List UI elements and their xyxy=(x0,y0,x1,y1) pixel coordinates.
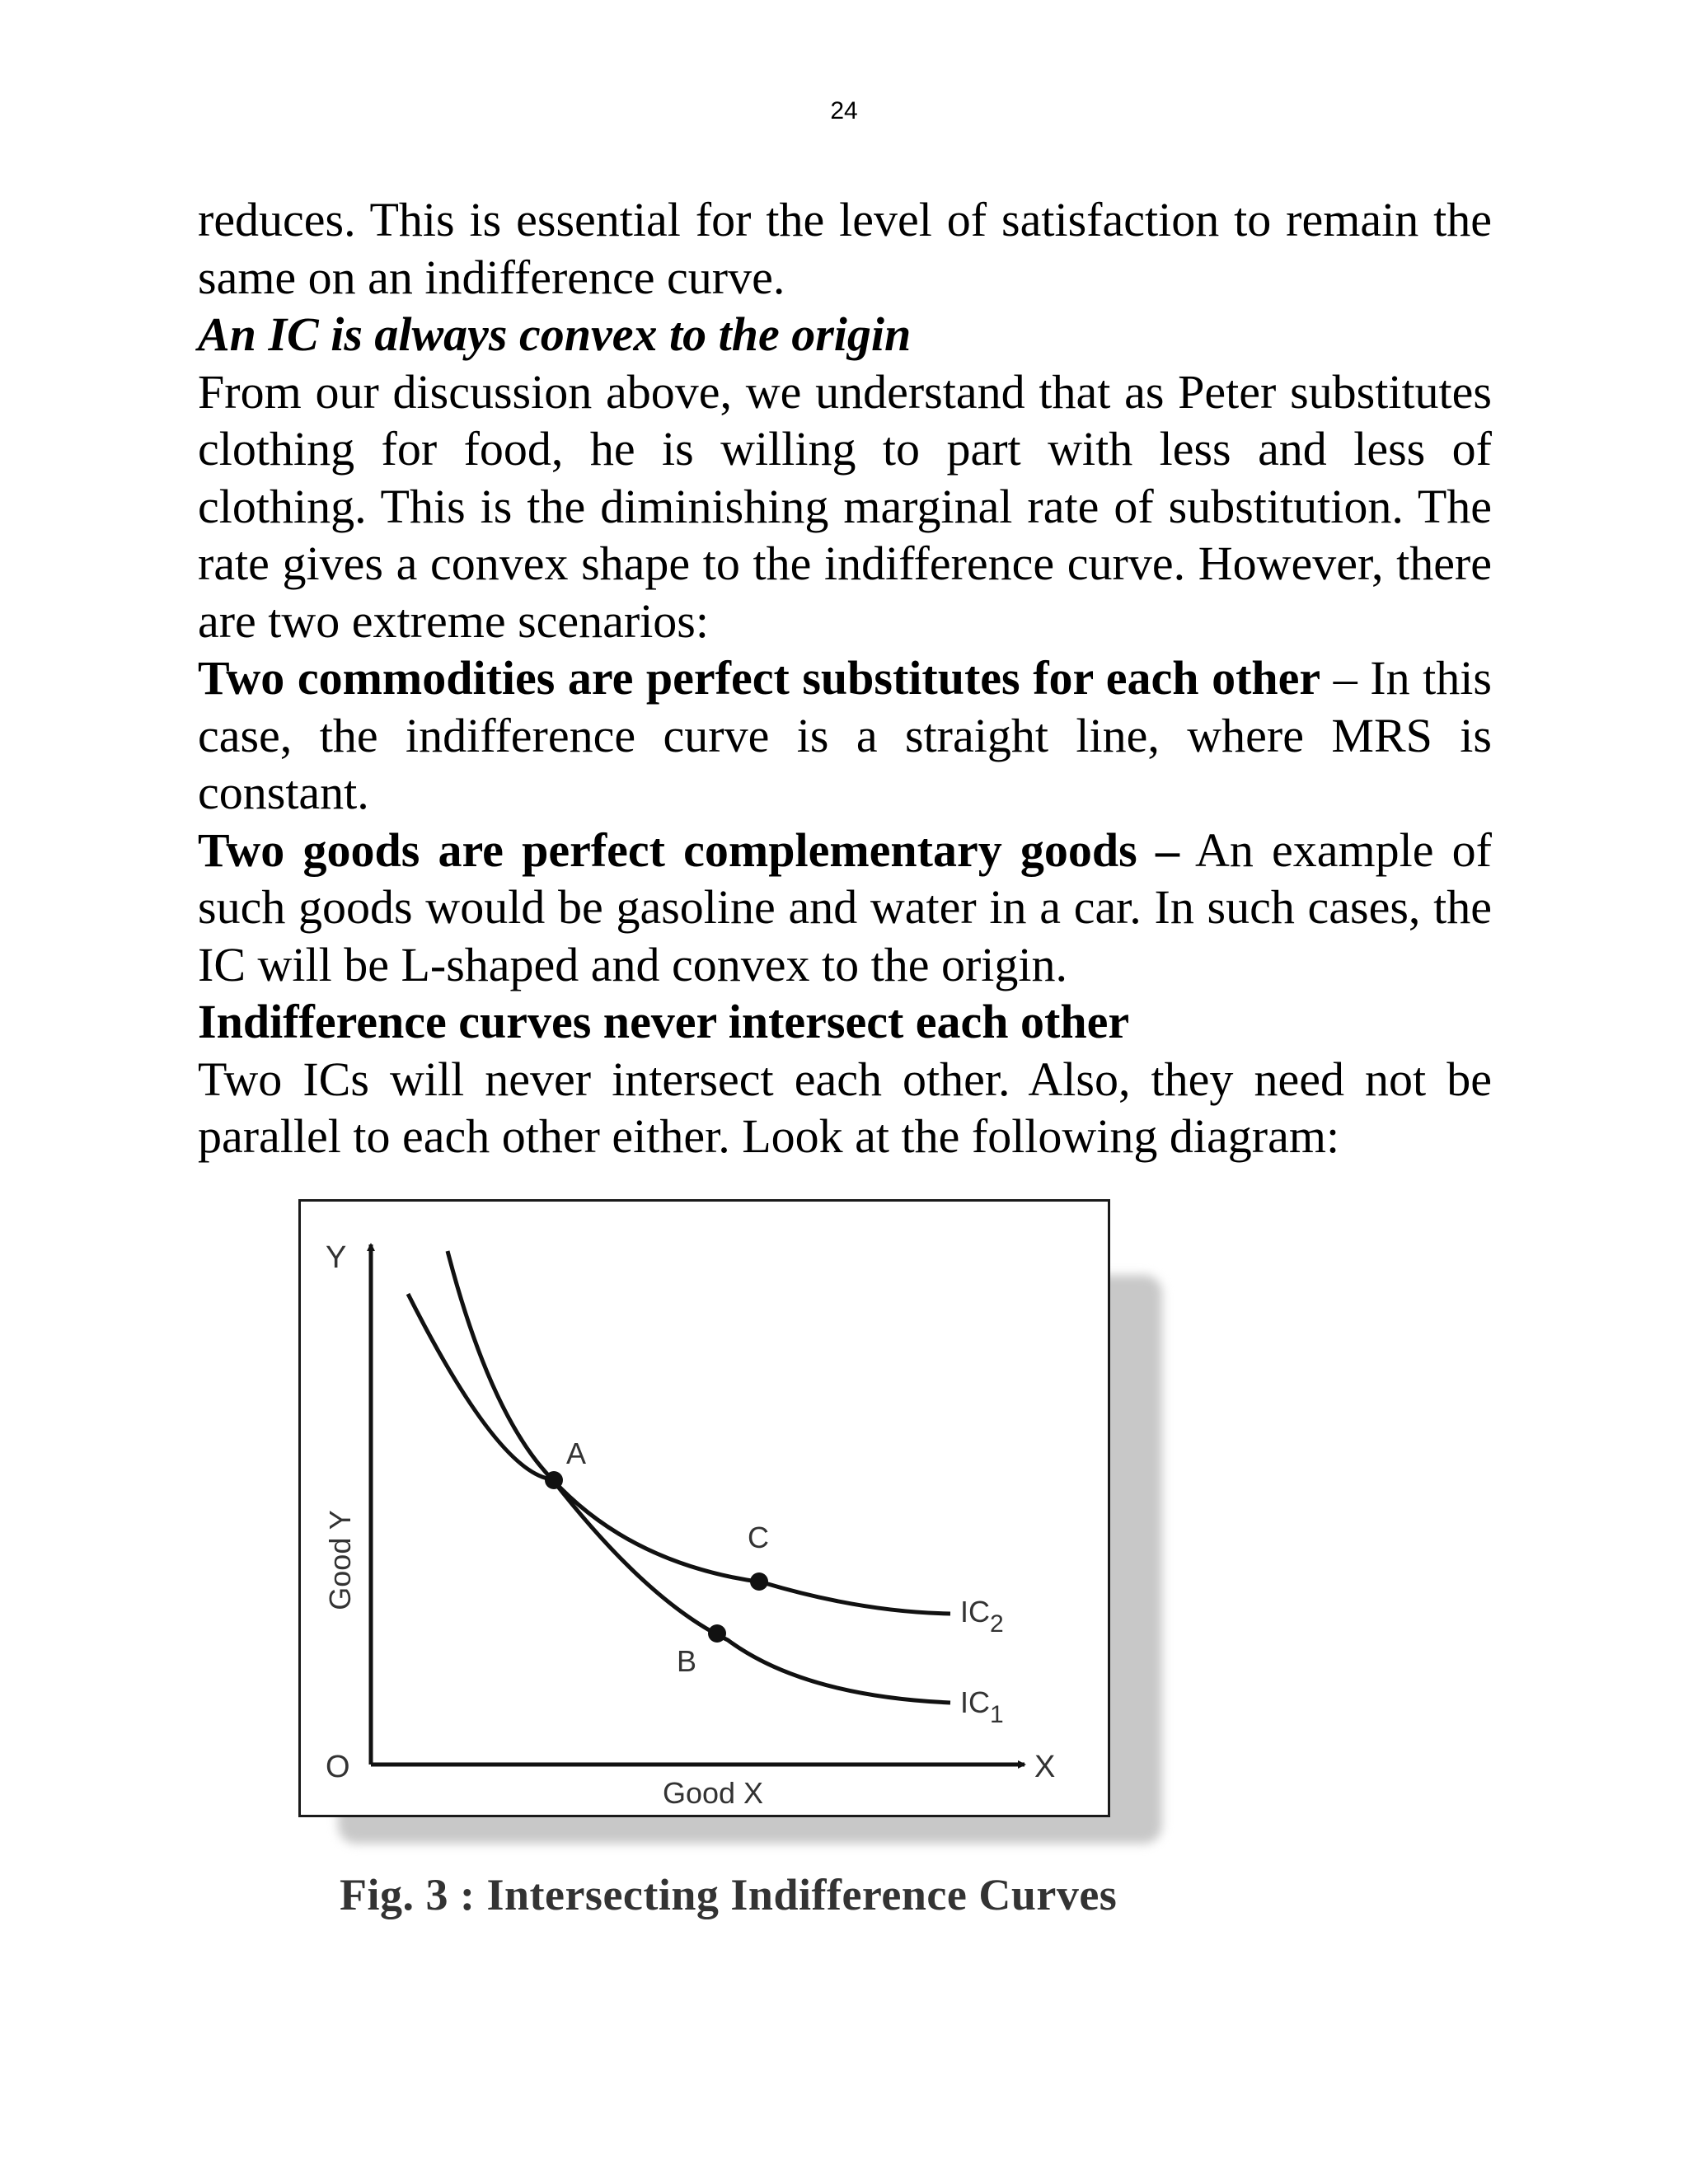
figure-frame xyxy=(298,1199,1110,1817)
perfect-substitutes-term: Two commodities are perfect substitutes for each other xyxy=(198,651,1321,705)
heading-convex-text: An IC is always convex to the origin xyxy=(198,307,912,361)
curve-ic2 xyxy=(448,1251,950,1614)
point-a-marker xyxy=(545,1471,563,1489)
point-c-marker xyxy=(750,1572,768,1591)
indifference-diagram xyxy=(301,1202,1113,1820)
curve-ic1-label xyxy=(960,1685,1004,1728)
body-text xyxy=(198,191,1492,1165)
curve-ic1-label-sub: 1 xyxy=(990,1701,1004,1728)
point-b-marker xyxy=(708,1624,726,1643)
curve-ic2-label xyxy=(960,1595,1004,1638)
x-axis-title: Good X xyxy=(662,1776,764,1810)
perfect-complements-term: Two goods are perfect complementary goods – xyxy=(198,823,1179,877)
curve-ic2-label-base: IC xyxy=(960,1595,990,1629)
point-c-label: C xyxy=(748,1521,769,1554)
heading-never-intersect xyxy=(198,993,1492,1051)
paragraph-reduces: reduces. This is essential for the level of satisfaction to remain the same on an indifference curve. xyxy=(198,193,1492,304)
paragraph-perfect-complements xyxy=(198,822,1492,994)
figure-caption: Fig. 3 : Intersecting Indifference Curves xyxy=(340,1870,1118,1919)
point-b-label: B xyxy=(677,1644,697,1678)
curve-ic1 xyxy=(408,1294,950,1703)
perfect-substitutes-text: – In this case, the indifference curve is a straight line, where MRS is constant. xyxy=(198,651,1492,819)
origin-label: O xyxy=(326,1750,350,1784)
y-axis-letter: Y xyxy=(326,1240,347,1275)
heading-convex xyxy=(198,306,1492,363)
curve-ic2-label-sub: 2 xyxy=(990,1610,1004,1638)
paragraph-diminishing-mrs: From our discussion above, we understand that as Peter substitutes clothing for food, he is willing to part with less and less of clothing. This is the diminishing marginal rate of substitution. The rate gives a convex shape to the indifference curve. However, there are two extreme scenarios: xyxy=(198,364,1492,648)
y-axis-title: Good Y xyxy=(323,1510,357,1610)
indifference-curve-figure xyxy=(298,1199,1139,1825)
x-axis-letter: X xyxy=(1034,1750,1056,1784)
point-a-label: A xyxy=(566,1436,587,1470)
perfect-complements-text: An example of such goods would be gasoline and water in a car. In such cases, the IC will be L-shaped and convex to the origin. xyxy=(198,823,1492,991)
heading-never-intersect-text: Indifference curves never intersect each other xyxy=(198,995,1130,1048)
paragraph-two-ics: Two ICs will never intersect each other. Also, they need not be parallel to each other either. Look at the following diagram: xyxy=(198,1052,1492,1163)
page-number: 24 xyxy=(830,97,858,124)
paragraph-perfect-substitutes xyxy=(198,649,1492,822)
curve-ic1-label-base: IC xyxy=(960,1685,990,1719)
